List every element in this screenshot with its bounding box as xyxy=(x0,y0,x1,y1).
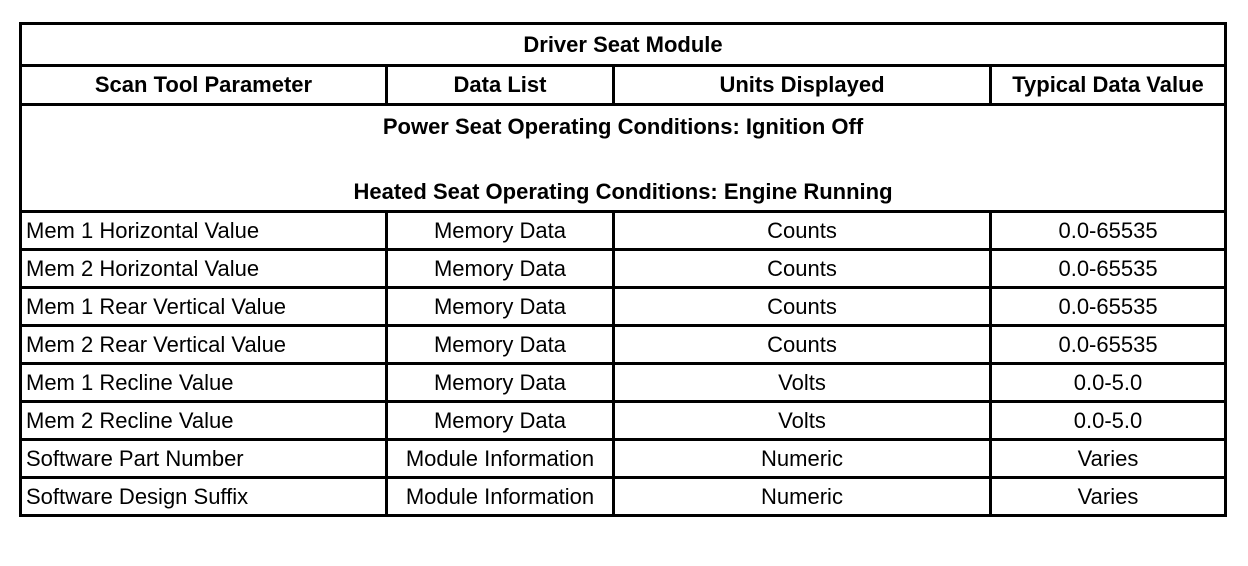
data-list-cell: Memory Data xyxy=(387,326,614,364)
table-row xyxy=(21,212,1226,250)
units-cell: Counts xyxy=(614,250,991,288)
column-header-data-list: Data List xyxy=(387,66,614,105)
typical-value-cell: 0.0-65535 xyxy=(991,288,1226,326)
units-cell: Counts xyxy=(614,212,991,250)
parameter-cell: Mem 2 Recline Value xyxy=(21,402,387,440)
table-row xyxy=(21,250,1226,288)
data-list-cell: Module Information xyxy=(387,440,614,478)
units-cell: Volts xyxy=(614,364,991,402)
data-list-cell: Memory Data xyxy=(387,212,614,250)
parameter-cell: Mem 1 Horizontal Value xyxy=(21,212,387,250)
table-row xyxy=(21,478,1226,516)
parameter-cell: Software Part Number xyxy=(21,440,387,478)
typical-value-cell: 0.0-5.0 xyxy=(991,402,1226,440)
table-row xyxy=(21,364,1226,402)
heated-seat-condition: Heated Seat Operating Conditions: Engine Running xyxy=(353,179,893,204)
column-header-typical-value: Typical Data Value xyxy=(991,66,1226,105)
units-cell: Counts xyxy=(614,326,991,364)
units-cell: Counts xyxy=(614,288,991,326)
power-seat-condition: Power Seat Operating Conditions: Ignition Off xyxy=(382,114,864,139)
typical-value-cell: 0.0-5.0 xyxy=(991,364,1226,402)
units-cell: Numeric xyxy=(614,440,991,478)
data-list-cell: Memory Data xyxy=(387,288,614,326)
typical-value-cell: 0.0-65535 xyxy=(991,250,1226,288)
table-body xyxy=(21,212,1226,516)
data-list-cell: Module Information xyxy=(387,478,614,516)
parameter-cell: Software Design Suffix xyxy=(21,478,387,516)
table-row xyxy=(21,402,1226,440)
typical-value-cell: 0.0-65535 xyxy=(991,212,1226,250)
operating-conditions xyxy=(21,105,1226,212)
parameter-cell: Mem 1 Recline Value xyxy=(21,364,387,402)
data-list-cell: Memory Data xyxy=(387,250,614,288)
conditions-row xyxy=(21,105,1226,212)
column-header-parameter: Scan Tool Parameter xyxy=(21,66,387,105)
parameter-cell: Mem 1 Rear Vertical Value xyxy=(21,288,387,326)
units-cell: Volts xyxy=(614,402,991,440)
units-cell: Numeric xyxy=(614,478,991,516)
table-row xyxy=(21,440,1226,478)
data-list-cell: Memory Data xyxy=(387,364,614,402)
table-row xyxy=(21,326,1226,364)
scan-tool-data-table xyxy=(19,22,1227,517)
title-row xyxy=(21,24,1226,66)
table-row xyxy=(21,288,1226,326)
header-row xyxy=(21,66,1226,105)
typical-value-cell: Varies xyxy=(991,478,1226,516)
parameter-cell: Mem 2 Rear Vertical Value xyxy=(21,326,387,364)
parameter-cell: Mem 2 Horizontal Value xyxy=(21,250,387,288)
typical-value-cell: Varies xyxy=(991,440,1226,478)
data-list-cell: Memory Data xyxy=(387,402,614,440)
table-title: Driver Seat Module xyxy=(21,24,1226,66)
typical-value-cell: 0.0-65535 xyxy=(991,326,1226,364)
column-header-units: Units Displayed xyxy=(614,66,991,105)
